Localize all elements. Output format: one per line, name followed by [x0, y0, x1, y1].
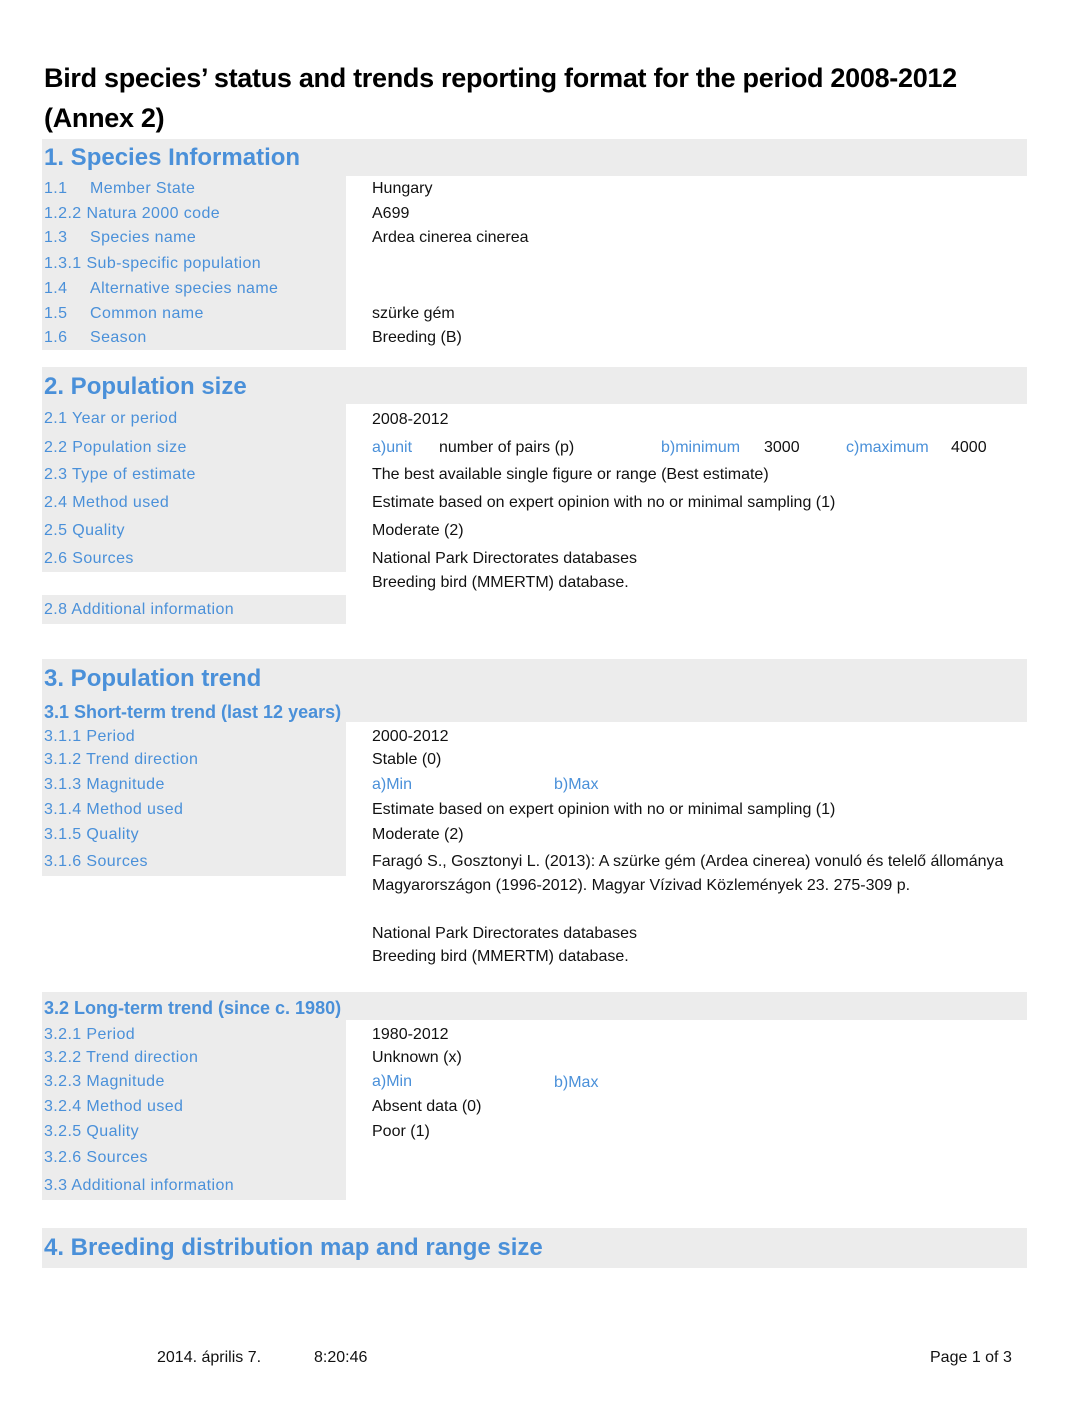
field-sources-label: 2.6 Sources — [44, 550, 134, 567]
field-subspecific-label: 1.3.1 Sub-specific population — [44, 255, 262, 272]
field-quality-label: 2.5 Quality — [44, 522, 125, 539]
st-direction-label: 3.1.2 Trend direction — [44, 751, 199, 768]
lt-quality-label: 3.2.5 Quality — [44, 1123, 140, 1140]
field-season-value: Breeding (B) — [372, 329, 462, 346]
field-common-name-label: 1.5 Common name — [44, 305, 204, 322]
section-2-label-column — [42, 404, 346, 572]
field-alt-species-label: 1.4 Alternative species name — [44, 280, 279, 297]
lt-magnitude-min: a)Min — [372, 1073, 413, 1090]
field-species-name-value: Ardea cinerea cinerea — [372, 229, 529, 246]
section-3-heading: 3. Population trend — [44, 665, 262, 692]
lt-magnitude-label: 3.2.3 Magnitude — [44, 1073, 165, 1090]
lt-period-label: 3.2.1 Period — [44, 1026, 136, 1043]
st-direction-value: Stable (0) — [372, 751, 442, 768]
field-sources-line-1: National Park Directorates databases — [372, 550, 638, 567]
footer-page-number: Page 1 of 3 — [930, 1349, 1012, 1366]
footer-date: 2014. április 7. — [157, 1349, 262, 1366]
st-method-label: 3.1.4 Method used — [44, 801, 184, 818]
section-1-heading: 1. Species Information — [44, 144, 301, 171]
st-magnitude-label: 3.1.3 Magnitude — [44, 776, 165, 793]
lt-magnitude-max: b)Max — [554, 1074, 599, 1091]
field-year-value: 2008-2012 — [372, 411, 449, 428]
lt-direction-label: 3.2.2 Trend direction — [44, 1049, 199, 1066]
short-term-heading: 3.1 Short-term trend (last 12 years) — [44, 702, 342, 722]
pop-unit-label: a)unit — [372, 439, 413, 456]
pop-max-label: c)maximum — [846, 439, 929, 456]
pop-unit-value: number of pairs (p) — [439, 439, 575, 456]
st-period-label: 3.1.1 Period — [44, 728, 136, 745]
section-2-heading: 2. Population size — [44, 373, 247, 400]
st-method-value: Estimate based on expert opinion with no or minimal sampling (1) — [372, 801, 836, 818]
footer-time: 8:20:46 — [314, 1349, 368, 1366]
field-additional-info-label: 2.8 Additional information — [44, 601, 235, 618]
field-type-estimate-value: The best available single figure or range (Best estimate) — [372, 466, 769, 483]
field-year-label: 2.1 Year or period — [44, 410, 178, 427]
lt-method-label: 3.2.4 Method used — [44, 1098, 184, 1115]
st-magnitude-min: a)Min — [372, 776, 413, 793]
field-member-state-value: Hungary — [372, 180, 433, 197]
st-quality-value: Moderate (2) — [372, 826, 464, 843]
trend-additional-info-label: 3.3 Additional information — [44, 1177, 235, 1194]
field-natura-code-label: 1.2.2 Natura 2000 code — [44, 205, 221, 222]
long-term-heading: 3.2 Long-term trend (since c. 1980) — [44, 998, 342, 1018]
field-common-name-value: szürke gém — [372, 305, 455, 322]
st-quality-label: 3.1.5 Quality — [44, 826, 140, 843]
st-sources-line-2: National Park Directorates databases — [372, 925, 638, 942]
field-species-name-label: 1.3 Species name — [44, 229, 197, 246]
field-method-label: 2.4 Method used — [44, 494, 170, 511]
field-quality-value: Moderate (2) — [372, 522, 464, 539]
document-title: Bird species’ status and trends reporting format for the period 2008-2012 (Annex 2) — [44, 63, 957, 133]
field-sources-line-2: Breeding bird (MMERTM) database. — [372, 574, 629, 591]
field-pop-size-label: 2.2 Population size — [44, 439, 187, 456]
pop-max-value: 4000 — [951, 439, 987, 456]
lt-quality-value: Poor (1) — [372, 1123, 430, 1140]
lt-sources-label: 3.2.6 Sources — [44, 1149, 148, 1166]
st-magnitude-max: b)Max — [554, 776, 599, 793]
field-season-label: 1.6 Season — [44, 329, 147, 346]
st-sources-line-3: Breeding bird (MMERTM) database. — [372, 948, 629, 965]
lt-direction-value: Unknown (x) — [372, 1049, 462, 1066]
st-sources-label: 3.1.6 Sources — [44, 853, 148, 870]
st-period-value: 2000-2012 — [372, 728, 449, 745]
pop-min-label: b)minimum — [661, 439, 741, 456]
st-sources-citation: Faragó S., Gosztonyi L. (2013): A szürke gém (Ardea cinerea) vonuló és telelő állománya Magyarországon (1996-2012). Magyar Vízivad Közlemények 23. 275-309 p. — [372, 853, 1004, 894]
field-natura-code-value: A699 — [372, 205, 410, 222]
field-method-value: Estimate based on expert opinion with no or minimal sampling (1) — [372, 494, 836, 511]
section-4-heading: 4. Breeding distribution map and range size — [44, 1234, 543, 1261]
lt-period-value: 1980-2012 — [372, 1026, 449, 1043]
field-type-estimate-label: 2.3 Type of estimate — [44, 466, 196, 483]
lt-method-value: Absent data (0) — [372, 1098, 482, 1115]
field-member-state-label: 1.1 Member State — [44, 180, 196, 197]
pop-min-value: 3000 — [764, 439, 800, 456]
